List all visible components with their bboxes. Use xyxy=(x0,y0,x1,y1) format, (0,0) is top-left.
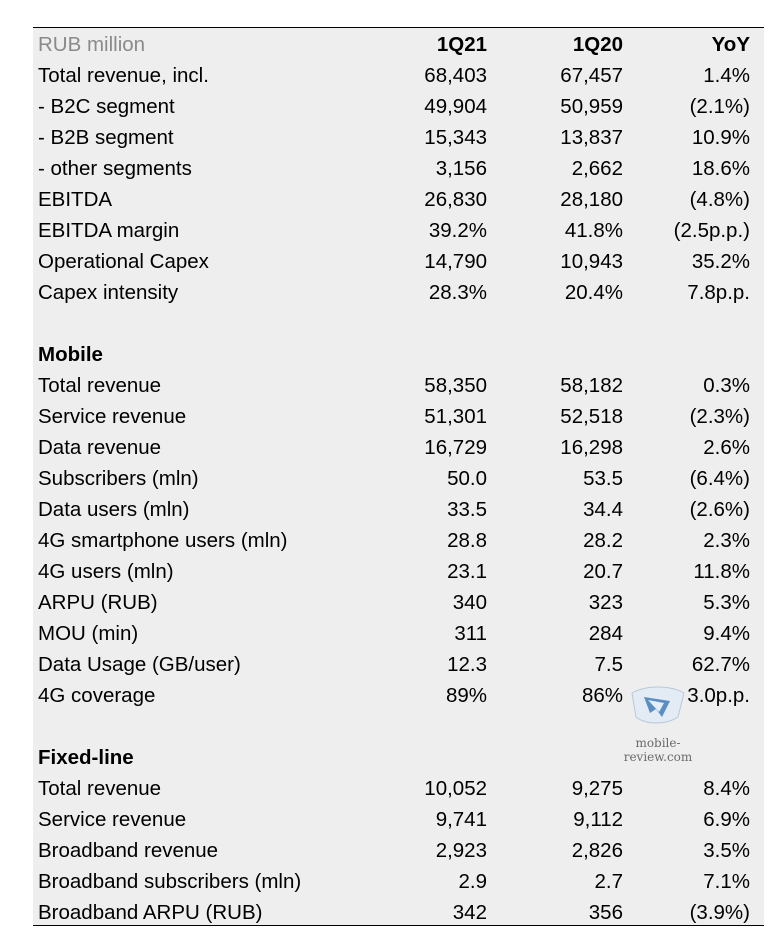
row-label: Operational Capex xyxy=(38,250,209,273)
value-yoy: 7.8p.p. xyxy=(687,281,750,304)
value-yoy: 8.4% xyxy=(703,777,750,800)
row-label: - other segments xyxy=(38,157,192,180)
table-row xyxy=(33,246,764,277)
row-label: Capex intensity xyxy=(38,281,179,304)
row-label: Mobile xyxy=(38,343,103,366)
value-yoy: 5.3% xyxy=(703,591,750,614)
table-row xyxy=(33,91,764,122)
value-1q20: 50,959 xyxy=(560,95,623,118)
value-1q21: 58,350 xyxy=(424,374,487,397)
value-yoy: (2.5p.p.) xyxy=(673,219,750,242)
value-yoy: 1.4% xyxy=(703,64,750,87)
value-1q20: 16,298 xyxy=(560,436,623,459)
table-row xyxy=(33,556,764,587)
mobile-review-logo-icon xyxy=(626,683,688,727)
table-row xyxy=(33,525,764,556)
table-row xyxy=(33,432,764,463)
value-1q21: 14,790 xyxy=(424,250,487,273)
value-1q20: 86% xyxy=(581,684,623,707)
value-yoy: 3.5% xyxy=(703,839,750,862)
value-yoy: 0.3% xyxy=(703,374,750,397)
row-label: Total revenue xyxy=(38,374,162,397)
table-row xyxy=(33,277,764,308)
value-1q21: 89% xyxy=(445,684,487,707)
row-label: Subscribers (mln) xyxy=(38,467,199,490)
value-1q20: 20.7 xyxy=(583,560,623,583)
value-1q21: 340 xyxy=(452,591,487,614)
value-1q21: 2.9 xyxy=(458,870,487,893)
value-1q21: 2,923 xyxy=(435,839,487,862)
value-1q20: 10,943 xyxy=(560,250,623,273)
value-yoy: (6.4%) xyxy=(689,467,750,490)
value-yoy: 3.0p.p. xyxy=(687,684,750,707)
table-row xyxy=(33,463,764,494)
value-1q21: 28.3% xyxy=(428,281,487,304)
value-yoy: 62.7% xyxy=(691,653,750,676)
row-label: ARPU (RUB) xyxy=(38,591,158,614)
value-1q21: 26,830 xyxy=(424,188,487,211)
row-label: Broadband subscribers (mln) xyxy=(38,870,302,893)
table-row xyxy=(33,587,764,618)
value-yoy: 9.4% xyxy=(703,622,750,645)
row-label: EBITDA margin xyxy=(38,219,180,242)
row-label: 4G users (mln) xyxy=(38,560,174,583)
row-label: Data revenue xyxy=(38,436,162,459)
spacer-row xyxy=(33,308,764,339)
value-1q21: 9,741 xyxy=(435,808,487,831)
row-label: 4G smartphone users (mln) xyxy=(38,529,288,552)
value-yoy: (2.6%) xyxy=(689,498,750,521)
value-yoy: 10.9% xyxy=(691,126,750,149)
value-1q20: 2,826 xyxy=(571,839,623,862)
value-yoy: (3.9%) xyxy=(689,901,750,924)
value-1q20: 13,837 xyxy=(560,126,623,149)
value-1q20: 323 xyxy=(588,591,623,614)
row-label: - B2B segment xyxy=(38,126,174,149)
value-1q21: 49,904 xyxy=(424,95,487,118)
table-row xyxy=(33,618,764,649)
row-label: 4G coverage xyxy=(38,684,156,707)
row-label: Data Usage (GB/user) xyxy=(38,653,241,676)
table-row xyxy=(33,370,764,401)
value-yoy: (2.1%) xyxy=(689,95,750,118)
table-row xyxy=(33,773,764,804)
value-1q20: 2.7 xyxy=(594,870,623,893)
row-label: MOU (min) xyxy=(38,622,139,645)
column-header-1q21: 1Q21 xyxy=(436,33,487,56)
value-yoy: (4.8%) xyxy=(689,188,750,211)
value-1q21: 342 xyxy=(452,901,487,924)
value-1q20: 2,662 xyxy=(571,157,623,180)
value-yoy: (2.3%) xyxy=(689,405,750,428)
value-yoy: 6.9% xyxy=(703,808,750,831)
value-1q20: 41.8% xyxy=(564,219,623,242)
table-row xyxy=(33,866,764,897)
table-row xyxy=(33,804,764,835)
value-1q21: 33.5 xyxy=(447,498,487,521)
table-row xyxy=(33,649,764,680)
value-1q20: 28,180 xyxy=(560,188,623,211)
table-row xyxy=(33,897,764,928)
table-row xyxy=(33,835,764,866)
value-yoy: 2.6% xyxy=(703,436,750,459)
value-1q21: 68,403 xyxy=(424,64,487,87)
table-row xyxy=(33,153,764,184)
value-1q21: 12.3 xyxy=(447,653,487,676)
value-yoy: 11.8% xyxy=(693,560,750,583)
watermark-text: mobile-review.com xyxy=(623,736,693,764)
row-label: Data users (mln) xyxy=(38,498,190,521)
value-yoy: 2.3% xyxy=(703,529,750,552)
row-label: Total revenue xyxy=(38,777,162,800)
row-label: Broadband ARPU (RUB) xyxy=(38,901,263,924)
row-label: Service revenue xyxy=(38,808,187,831)
value-1q21: 39.2% xyxy=(428,219,487,242)
row-label: Total revenue, incl. xyxy=(38,64,209,87)
row-label: - B2C segment xyxy=(38,95,175,118)
value-1q21: 16,729 xyxy=(424,436,487,459)
value-1q20: 284 xyxy=(588,622,623,645)
table-row xyxy=(33,494,764,525)
value-1q20: 9,112 xyxy=(573,808,623,831)
value-1q20: 28.2 xyxy=(583,529,623,552)
table-row xyxy=(33,215,764,246)
table-row xyxy=(33,184,764,215)
value-1q21: 51,301 xyxy=(424,405,487,428)
row-label: EBITDA xyxy=(38,188,113,211)
table-row xyxy=(33,60,764,91)
value-1q20: 34.4 xyxy=(583,498,623,521)
unit-label: RUB million xyxy=(38,33,146,56)
column-header-1q20: 1Q20 xyxy=(572,33,623,56)
value-yoy: 18.6% xyxy=(691,157,750,180)
value-1q21: 311 xyxy=(454,622,487,645)
row-label: Fixed-line xyxy=(38,746,134,769)
value-1q20: 9,275 xyxy=(571,777,623,800)
watermark xyxy=(603,683,713,764)
value-1q21: 15,343 xyxy=(424,126,487,149)
value-1q20: 356 xyxy=(588,901,623,924)
value-1q20: 52,518 xyxy=(560,405,623,428)
section-header-row xyxy=(33,339,764,370)
value-yoy: 7.1% xyxy=(703,870,750,893)
value-1q21: 50.0 xyxy=(447,467,487,490)
value-1q21: 10,052 xyxy=(424,777,487,800)
row-label: Broadband revenue xyxy=(38,839,219,862)
financial-table xyxy=(33,27,764,926)
value-1q20: 67,457 xyxy=(560,64,623,87)
value-1q21: 23.1 xyxy=(447,560,487,583)
value-1q20: 7.5 xyxy=(594,653,623,676)
value-1q20: 20.4% xyxy=(564,281,623,304)
table-row xyxy=(33,401,764,432)
value-1q20: 58,182 xyxy=(560,374,623,397)
table-header-row xyxy=(33,29,764,60)
value-1q20: 53.5 xyxy=(583,467,623,490)
column-header-yoy: YoY xyxy=(711,33,750,56)
table-row xyxy=(33,122,764,153)
value-1q21: 3,156 xyxy=(435,157,487,180)
value-1q21: 28.8 xyxy=(447,529,487,552)
row-label: Service revenue xyxy=(38,405,187,428)
value-yoy: 35.2% xyxy=(691,250,750,273)
